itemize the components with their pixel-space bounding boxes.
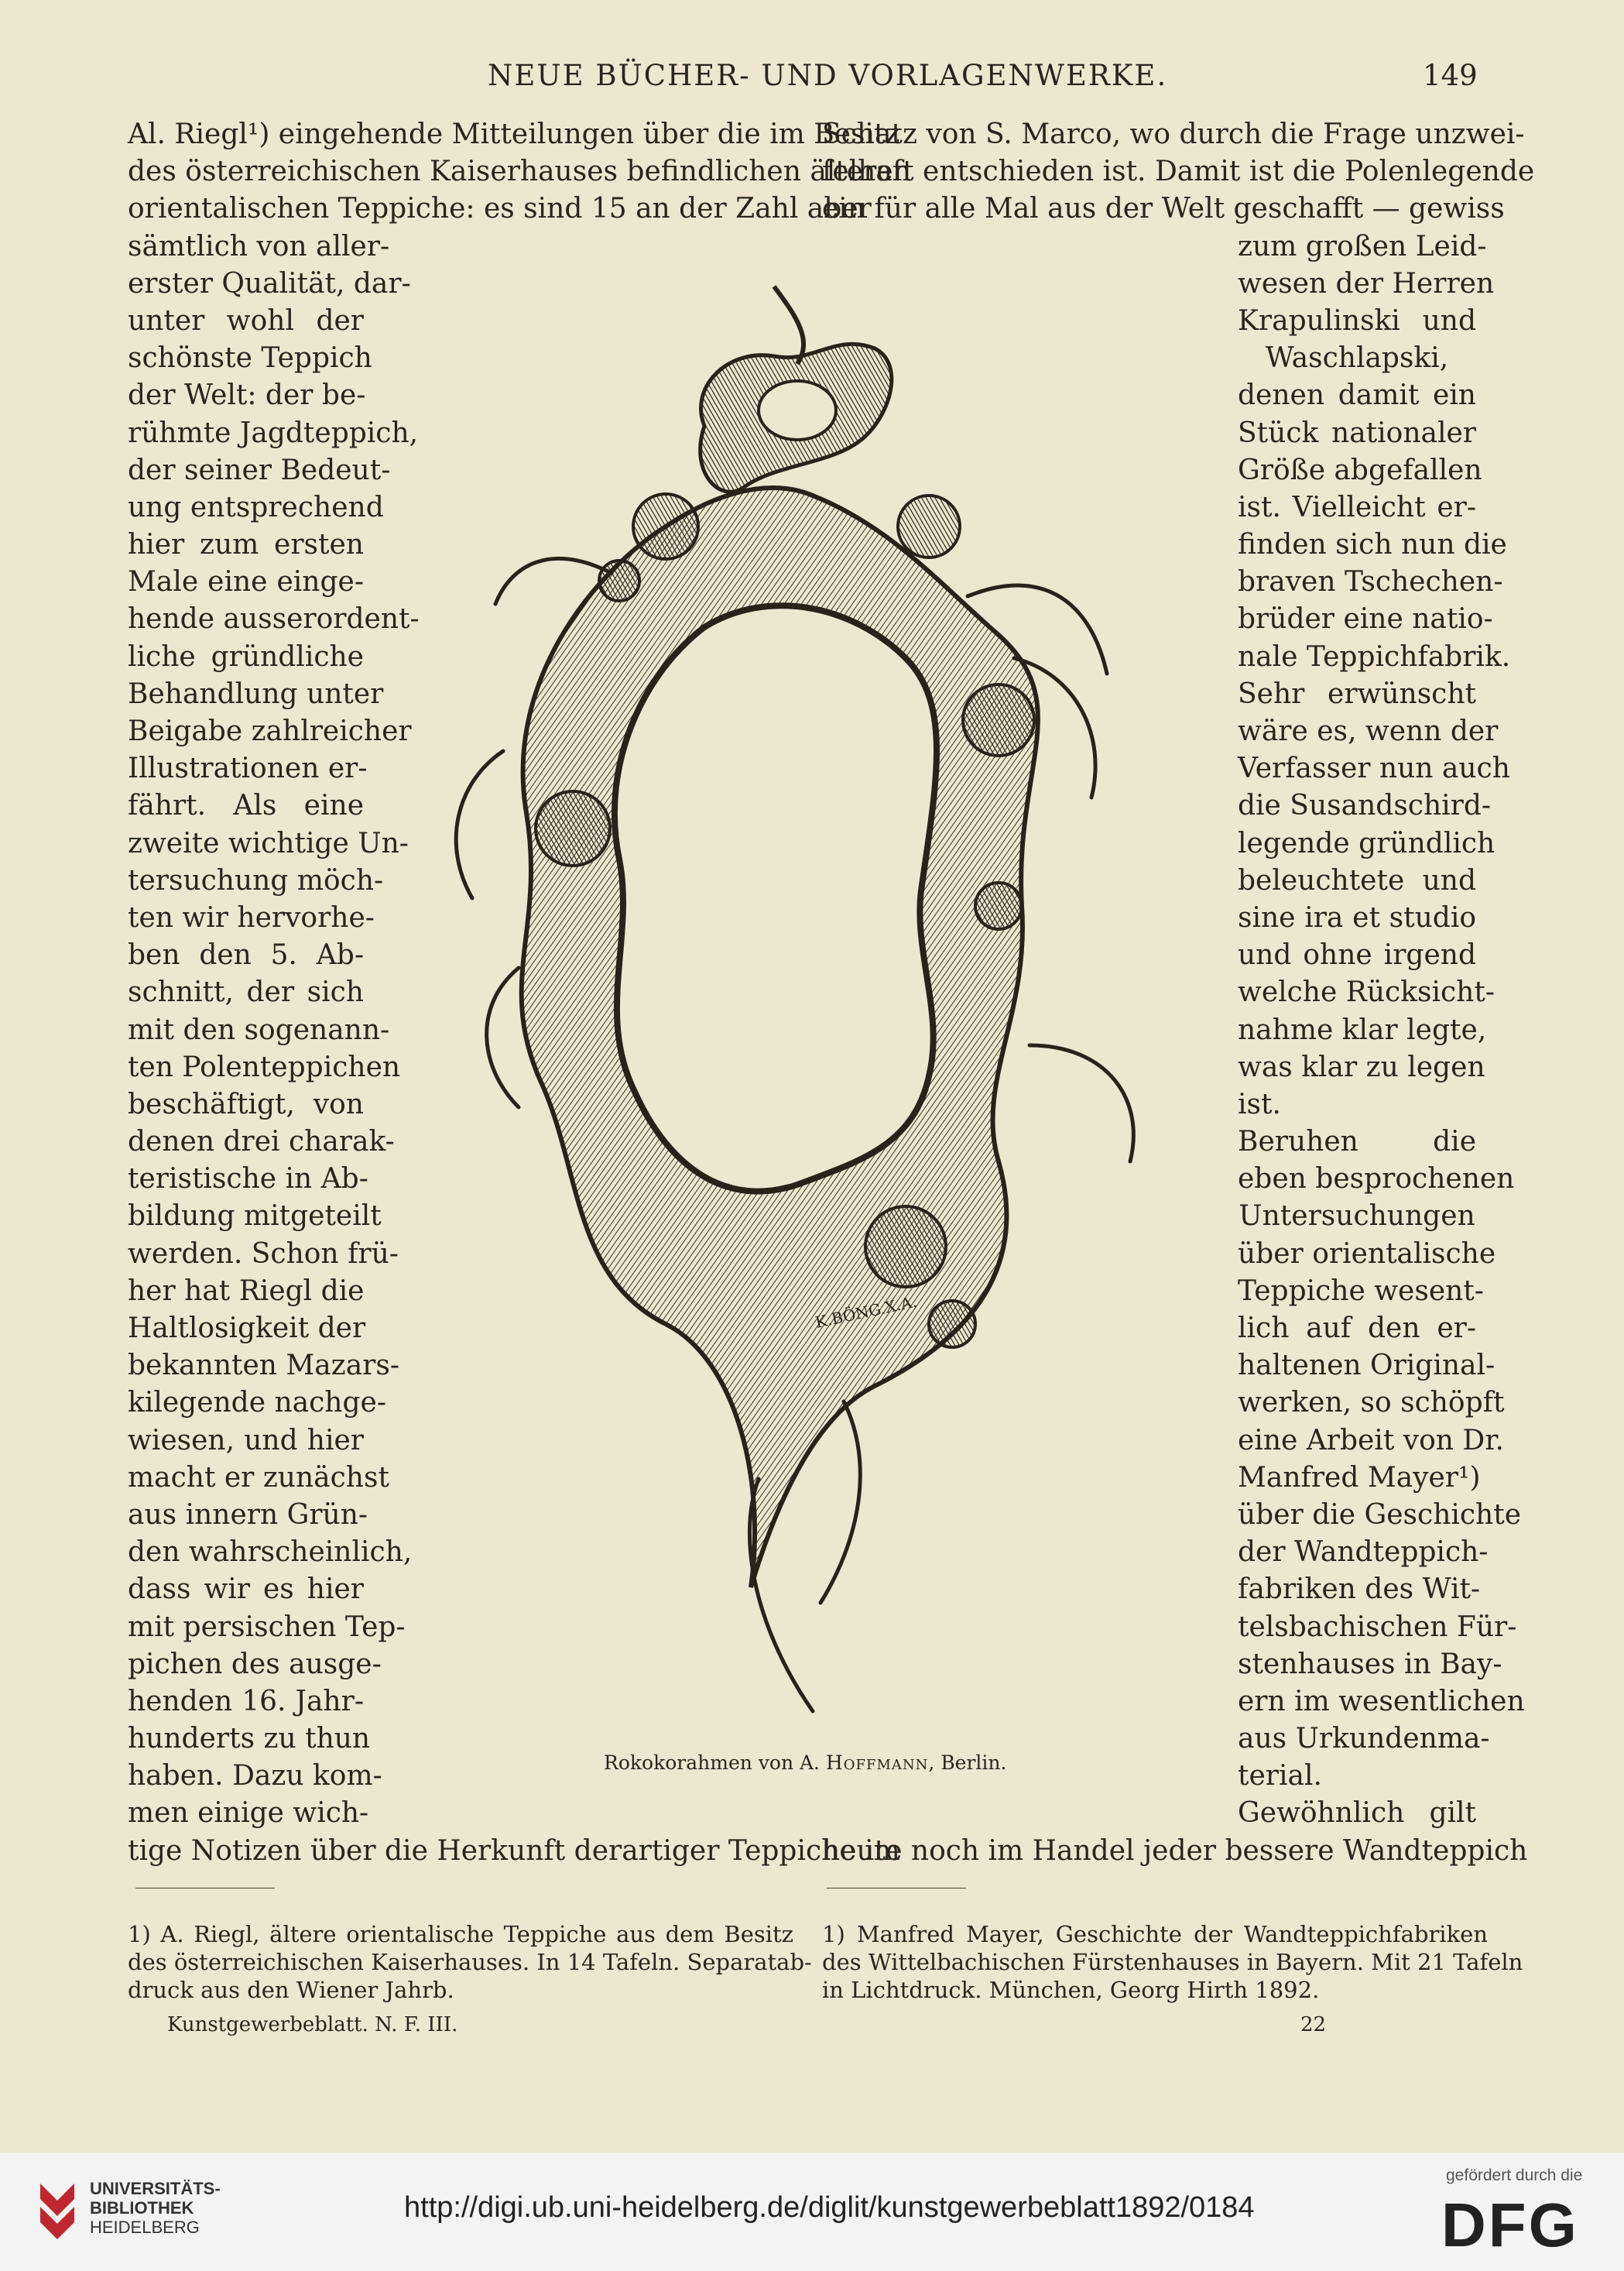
text-line: Verfasser nun auch (1238, 753, 1510, 785)
footnote-line: des österreichischen Kaiserhauses. In 14 Tafeln. Separatab- (128, 1949, 812, 1975)
sheet-signature: 22 (1300, 2013, 1327, 2036)
text-line: ung entsprechend (128, 491, 384, 523)
footnote-line: 1) Manfred Mayer, Geschichte der Wandteppichfabriken (822, 1921, 1488, 1947)
text-line: legende gründlich (1238, 827, 1496, 859)
text-line: Beruhen die (1238, 1126, 1476, 1158)
text-line: unter wohl der (128, 304, 364, 337)
text-line: werken, so schöpft (1238, 1387, 1505, 1419)
text-line: Manfred Mayer¹) (1238, 1461, 1481, 1494)
text-line: Illustrationen er- (128, 753, 368, 785)
sponsor-note: gefördert durch die (1446, 2166, 1583, 2184)
text-line: heute noch im Handel jeder bessere Wandteppich (822, 1834, 1528, 1867)
footnote-line: 1) A. Riegl, ältere orientalische Teppiche aus dem Besitz (128, 1921, 793, 1947)
text-line: der seiner Bedeut- (128, 454, 391, 486)
footnote-line: des Wittelbachischen Fürstenhauses in Bayern. Mit 21 Tafeln (822, 1949, 1523, 1975)
text-line: Male eine einge- (128, 566, 364, 599)
text-line: schnitt, der sich (128, 976, 364, 1009)
footnote-right (822, 1920, 1523, 2004)
text-line: Gewöhnlich gilt (1238, 1797, 1476, 1830)
text-line: mit den sogenann- (128, 1014, 390, 1046)
text-line: felhaft entschieden ist. Damit ist die Polenlegende (822, 156, 1535, 188)
text-line: ten wir hervorhe- (128, 901, 375, 934)
footnote-line: in Lichtdruck. München, Georg Hirth 1892. (822, 1977, 1320, 2003)
text-line: finden sich nun die (1238, 529, 1507, 561)
text-line: mit persischen Tep- (128, 1611, 406, 1643)
text-line: die Susandschird- (1238, 790, 1492, 822)
text-line: liche gründliche (128, 640, 364, 673)
text-line: ist. Vielleicht er- (1238, 491, 1476, 523)
text-line: hier zum ersten (128, 529, 364, 561)
text-line: Stück nationaler (1238, 417, 1476, 449)
text-line: brüder eine natio- (1238, 603, 1493, 636)
source-url-link[interactable]: http://digi.ub.uni-heidelberg.de/diglit/kunstgewerbeblatt1892/0184 (404, 2191, 1255, 2224)
text-line: über orientalische (1238, 1237, 1496, 1270)
text-line: Waschlapski, (1265, 342, 1449, 375)
footnote-line: druck aus den Wiener Jahrb. (128, 1977, 454, 2003)
text-line: beleuchtete und (1238, 864, 1476, 897)
text-line: zweite wichtige Un- (128, 827, 409, 859)
text-line: dass wir es hier (128, 1573, 364, 1606)
caption-name: Hoffmann (825, 1751, 929, 1774)
text-line: fährt. Als eine (128, 790, 364, 822)
text-line: Größe abgefallen (1238, 454, 1482, 486)
text-line: rühmte Jagdteppich, (128, 417, 419, 449)
text-line: welche Rücksicht- (1238, 976, 1495, 1009)
text-line: telsbachischen Für- (1238, 1611, 1517, 1643)
text-line: eine Arbeit von Dr. (1238, 1424, 1504, 1456)
text-line: orientalischen Teppiche: es sind 15 an der Zahl aber (128, 193, 872, 225)
rococo-frame-illustration (410, 271, 1200, 1750)
text-line: wäre es, wenn der (1238, 715, 1499, 747)
text-line: wiesen, und hier (128, 1424, 364, 1456)
text-line: ist. (1238, 1088, 1281, 1120)
digitization-bar (0, 2153, 1624, 2271)
text-line: Teppiche wesent- (1238, 1274, 1484, 1307)
text-line: henden 16. Jahr- (128, 1685, 364, 1717)
text-line: aus innern Grün- (128, 1498, 368, 1531)
text-line: kilegende nachge- (128, 1387, 386, 1419)
text-line: werden. Schon frü- (128, 1237, 399, 1270)
text-line: und ohne irgend (1238, 939, 1476, 972)
text-line: der Welt: der be- (128, 379, 366, 412)
text-line: haltenen Original- (1238, 1350, 1496, 1382)
text-line: Haltlosigkeit der (128, 1312, 366, 1344)
dfg-logo: DFG (1441, 2190, 1579, 2259)
text-line: Krapulinski und (1238, 304, 1476, 337)
text-line: über die Geschichte (1238, 1498, 1522, 1531)
text-line: bekannten Mazars- (128, 1350, 399, 1382)
text-line: Behandlung unter (128, 678, 384, 710)
running-title: NEUE BÜCHER- UND VORLAGENWERKE. (488, 59, 1168, 92)
text-line: teristische in Ab- (128, 1163, 368, 1196)
text-line: denen damit ein (1238, 379, 1476, 412)
library-name: UNIVERSITÄTS- BIBLIOTHEK HEIDELBERG (90, 2179, 221, 2237)
footnote-left (128, 1920, 812, 2004)
text-line: Sehr erwünscht (1238, 678, 1476, 710)
text-line: hende ausserordent- (128, 603, 420, 636)
text-line: stenhauses in Bay- (1238, 1648, 1502, 1680)
text-line: Schatz von S. Marco, wo durch die Frage unzwei- (822, 118, 1525, 150)
text-line: ten Polenteppichen (128, 1051, 401, 1083)
text-line: fabriken des Wit- (1238, 1573, 1481, 1606)
text-line: des österreichischen Kaiserhauses befindlichen älteren (128, 156, 911, 188)
text-line: sine ira et studio (1238, 901, 1476, 934)
text-line: wesen der Herren (1238, 267, 1495, 300)
text-line: macht er zunächst (128, 1461, 389, 1494)
text-line: erster Qualität, dar- (128, 267, 411, 300)
text-line: ben den 5. Ab- (128, 939, 364, 972)
text-line: beschäftigt, von (128, 1088, 364, 1120)
text-line: tersuchung möch- (128, 864, 384, 897)
text-line: den wahrscheinlich, (128, 1536, 413, 1569)
text-line: hunderts zu thun (128, 1723, 371, 1755)
text-line: braven Tschechen- (1238, 566, 1503, 599)
text-line: ein für alle Mal aus der Welt geschafft — gewiss (822, 193, 1505, 225)
text-line: denen drei charak- (128, 1126, 395, 1158)
text-line: men einige wich- (128, 1797, 369, 1830)
artist-signature: K.BÖNG.X.A. (814, 1292, 919, 1332)
text-line: pichen des ausge- (128, 1648, 382, 1680)
text-line: lich auf den er- (1238, 1312, 1476, 1344)
text-line: sämtlich von aller- (128, 230, 390, 262)
text-line: haben. Dazu kom- (128, 1760, 382, 1792)
page-number: 149 (1423, 59, 1478, 92)
journal-footer: Kunstgewerbeblatt. N. F. III. (167, 2013, 458, 2036)
university-library-logo (36, 2176, 79, 2239)
text-line: aus Urkundenma- (1238, 1723, 1490, 1755)
text-line: her hat Riegl die (128, 1274, 365, 1307)
text-line: Untersuchungen (1239, 1200, 1475, 1233)
text-line: Al. Riegl¹) eingehende Mitteilungen über die im Besitz (128, 118, 900, 150)
figure-caption: Rokokorahmen von A. Hoffmann, Berlin. (604, 1751, 1007, 1774)
text-line: was klar zu legen (1238, 1051, 1485, 1083)
text-line: eben besprochenen (1238, 1163, 1515, 1196)
text-line: Beigabe zahlreicher (128, 715, 412, 747)
text-line: zum großen Leid- (1238, 230, 1487, 262)
running-header (0, 59, 1624, 105)
text-line: terial. (1238, 1760, 1322, 1792)
text-line: tige Notizen über die Herkunft derartiger Teppiche im (128, 1834, 900, 1867)
text-line: nahme klar legte, (1238, 1014, 1487, 1046)
text-line: der Wandteppich- (1238, 1536, 1489, 1569)
text-line: schönste Teppich (128, 342, 372, 375)
text-line: ern im wesentlichen (1238, 1685, 1525, 1717)
text-line: bildung mitgeteilt (128, 1200, 382, 1233)
text-line: nale Teppichfabrik. (1238, 640, 1511, 673)
